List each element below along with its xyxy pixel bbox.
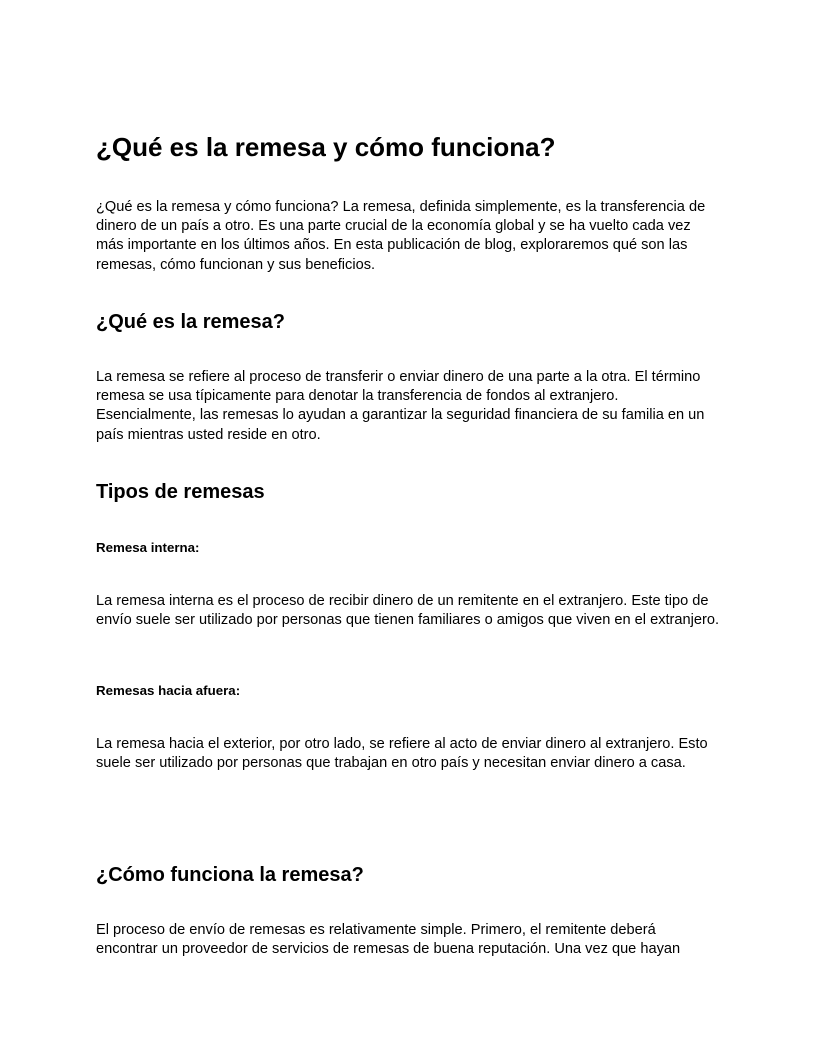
subsection-heading-interna: Remesa interna: — [96, 540, 200, 555]
section-paragraph-como-funciona: El proceso de envío de remesas es relativamente simple. Primero, el remitente deberá encontrar un proveedor de servicios de remesas de buena reputación. Una vez que hayan — [96, 922, 681, 958]
subsection-paragraph-afuera: La remesa hacia el exterior, por otro lado, se refiere al acto de enviar dinero al extranjero. Esto suele ser utilizado por personas que trabajan en otro país y necesitan enviar dinero a casa. — [96, 736, 708, 772]
section-heading-que-es: ¿Qué es la remesa? — [96, 311, 285, 333]
section-heading-como-funciona: ¿Cómo funciona la remesa? — [96, 864, 364, 886]
section-heading-tipos: Tipos de remesas — [96, 481, 265, 503]
intro-paragraph: ¿Qué es la remesa y cómo funciona? La remesa, definida simplemente, es la transferencia de dinero de un país a otro. Es una parte crucial de la economía global y se ha vuelto cada vez más importante en los últimos años. En esta publicación de blog, exploraremos qué son las remesas, cómo funcionan y sus beneficios. — [96, 199, 706, 273]
section-paragraph-que-es: La remesa se refiere al proceso de transferir o enviar dinero de una parte a la otra. El término remesa se usa típicamente para denotar la transferencia de fondos al extranjero. Esencialmente, las remesas lo ayudan a garantizar la seguridad financiera de su familia en un país mientras usted reside en otro. — [96, 369, 705, 443]
subsection-heading-afuera: Remesas hacia afuera: — [96, 683, 241, 698]
subsection-paragraph-interna: La remesa interna es el proceso de recibir dinero de un remitente en el extranjero. Este tipo de envío suele ser utilizado por personas que tienen familiares o amigos que viven en el extranjero. — [96, 593, 720, 629]
page-title: ¿Qué es la remesa y cómo funciona? — [96, 132, 556, 162]
